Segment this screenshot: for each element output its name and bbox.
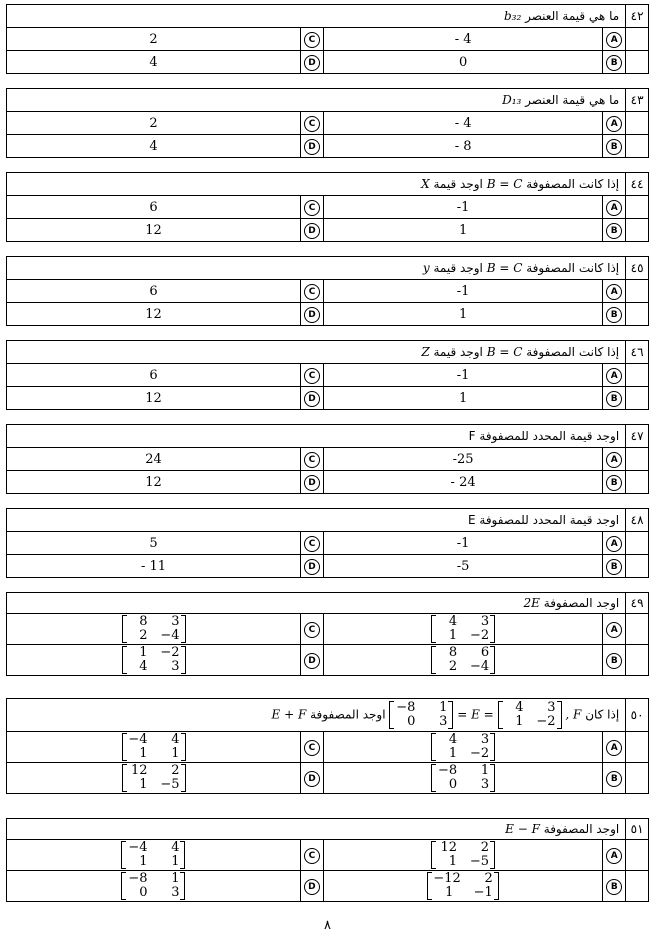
option-d-value: 4 — [7, 51, 301, 74]
option-d-marker[interactable]: D — [301, 303, 324, 326]
option-c-value — [7, 840, 301, 871]
option-c-value: 24 — [7, 448, 301, 471]
question-number: ٤٢ — [626, 5, 649, 28]
option-c-marker[interactable]: C — [301, 364, 324, 387]
option-b-value — [323, 871, 603, 902]
question-text: إذا كان E = 4 3 1 −2 , F = −8 1 0 3 اوجد المصفوفة E + F — [7, 699, 626, 732]
option-a-value: -25 — [323, 448, 602, 471]
matrix-e: 4 3 1 −2 — [498, 701, 562, 729]
option-c-value: 6 — [7, 196, 301, 219]
option-c-marker[interactable]: C — [301, 280, 324, 303]
option-a-marker[interactable]: A — [603, 196, 626, 219]
option-c-marker[interactable]: C — [300, 840, 323, 871]
question-43 — [6, 88, 649, 158]
option-b-marker[interactable]: B — [603, 219, 626, 242]
option-a-value — [323, 732, 602, 763]
option-b-marker[interactable]: B — [603, 871, 626, 902]
option-d-value: 12 — [7, 387, 301, 410]
option-d-value: 4 — [7, 135, 301, 158]
option-d-marker[interactable]: D — [301, 471, 324, 494]
option-c-value — [7, 732, 301, 763]
option-a-value: -1 — [323, 532, 602, 555]
option-a-marker[interactable]: A — [603, 614, 626, 645]
option-a-value: - 4 — [323, 28, 602, 51]
option-d-marker[interactable]: D — [301, 135, 324, 158]
option-d-value: 12 — [7, 471, 301, 494]
option-b-value: - 8 — [323, 135, 602, 158]
option-d-value — [7, 763, 301, 794]
option-a-value — [323, 840, 603, 871]
question-44 — [6, 172, 649, 242]
question-text: ما هي قيمة العنصر D₁₃ — [7, 89, 626, 112]
question-number: ٤٧ — [626, 425, 649, 448]
option-b-marker[interactable]: B — [603, 645, 626, 676]
question-number: ٤٦ — [626, 341, 649, 364]
matrix: 4 3 1 −2 — [431, 733, 495, 761]
question-number: ٤٨ — [626, 509, 649, 532]
option-b-value: 1 — [323, 387, 602, 410]
question-number: ٤٥ — [626, 257, 649, 280]
question-text: اوجد قيمة المحدد للمصفوفة F — [7, 425, 626, 448]
matrix: 12 2 1 −5 — [431, 841, 495, 869]
option-d-marker[interactable]: D — [301, 51, 324, 74]
question-number: ٥١ — [626, 819, 649, 840]
option-a-marker[interactable]: A — [603, 280, 626, 303]
option-b-value: -5 — [323, 555, 602, 578]
option-a-value — [323, 614, 602, 645]
question-50 — [6, 698, 649, 794]
question-number: ٤٩ — [626, 593, 649, 614]
option-a-marker[interactable]: A — [603, 532, 626, 555]
option-d-value: - 11 — [7, 555, 301, 578]
option-b-marker[interactable]: B — [603, 387, 626, 410]
option-a-marker[interactable]: A — [603, 840, 626, 871]
matrix-f: −8 1 0 3 — [389, 701, 453, 729]
option-c-marker[interactable]: C — [301, 532, 324, 555]
option-a-value: - 4 — [323, 112, 602, 135]
option-d-marker[interactable]: D — [301, 763, 324, 794]
option-b-marker[interactable]: B — [603, 555, 626, 578]
matrix: −8 1 0 3 — [431, 764, 495, 792]
option-c-value — [7, 614, 301, 645]
option-b-value: 1 — [323, 303, 602, 326]
matrix: −8 1 0 3 — [121, 872, 185, 900]
option-d-marker[interactable]: D — [301, 645, 324, 676]
option-d-marker[interactable]: D — [301, 387, 324, 410]
question-49 — [6, 592, 649, 676]
question-text: إذا كانت المصفوفة B = C اوجد قيمة X — [7, 173, 626, 196]
option-a-marker[interactable]: A — [603, 732, 626, 763]
option-d-marker[interactable]: D — [300, 871, 323, 902]
option-c-value: 2 — [7, 112, 301, 135]
option-b-marker[interactable]: B — [603, 135, 626, 158]
option-c-marker[interactable]: C — [301, 112, 324, 135]
question-text: اوجد المصفوفة E − F — [7, 819, 626, 840]
matrix: 8 6 2 −4 — [431, 646, 495, 674]
question-number: ٤٣ — [626, 89, 649, 112]
option-a-marker[interactable]: A — [603, 448, 626, 471]
option-d-value — [7, 645, 301, 676]
option-d-marker[interactable]: D — [301, 555, 324, 578]
option-b-value: 1 — [323, 219, 602, 242]
option-c-value: 2 — [7, 28, 301, 51]
page-number: ٨ — [324, 918, 331, 933]
option-b-marker[interactable]: B — [603, 51, 626, 74]
question-text: إذا كانت المصفوفة B = C اوجد قيمة Z — [7, 341, 626, 364]
option-a-value: -1 — [323, 196, 602, 219]
question-42 — [6, 4, 649, 74]
option-d-value: 12 — [7, 303, 301, 326]
matrix: 4 3 1 −2 — [431, 615, 495, 643]
option-a-value: -1 — [323, 364, 602, 387]
option-a-marker[interactable]: A — [603, 28, 626, 51]
option-a-marker[interactable]: A — [603, 364, 626, 387]
question-number: ٥٠ — [626, 699, 649, 732]
option-c-marker[interactable]: C — [301, 732, 324, 763]
option-b-marker[interactable]: B — [603, 303, 626, 326]
option-c-marker[interactable]: C — [301, 28, 324, 51]
option-d-value — [7, 871, 301, 902]
question-text: اوجد المصفوفة 2E — [7, 593, 626, 614]
question-text: ما هي قيمة العنصر b₃₂ — [7, 5, 626, 28]
option-b-value — [323, 645, 602, 676]
matrix: 8 3 2 −4 — [122, 615, 186, 643]
option-b-value: 0 — [323, 51, 602, 74]
option-c-value: 6 — [7, 280, 301, 303]
question-number: ٤٤ — [626, 173, 649, 196]
option-b-value — [323, 763, 602, 794]
option-c-marker[interactable]: C — [301, 614, 324, 645]
question-text: إذا كانت المصفوفة B = C اوجد قيمة y — [7, 257, 626, 280]
option-c-value: 6 — [7, 364, 301, 387]
option-d-value: 12 — [7, 219, 301, 242]
question-46 — [6, 340, 649, 410]
matrix: −4 4 1 1 — [121, 841, 185, 869]
question-text: اوجد قيمة المحدد للمصفوفة E — [7, 509, 626, 532]
option-b-marker[interactable]: B — [603, 763, 626, 794]
question-48 — [6, 508, 649, 578]
option-b-marker[interactable]: B — [603, 471, 626, 494]
question-51 — [6, 818, 649, 902]
option-a-marker[interactable]: A — [603, 112, 626, 135]
option-a-value: -1 — [323, 280, 602, 303]
matrix: 12 2 1 −5 — [122, 764, 186, 792]
matrix: 1 −2 4 3 — [122, 646, 186, 674]
matrix: −4 4 1 1 — [122, 733, 186, 761]
option-c-marker[interactable]: C — [301, 448, 324, 471]
matrix: −12 2 1 −1 — [427, 872, 498, 900]
question-47 — [6, 424, 649, 494]
option-c-marker[interactable]: C — [301, 196, 324, 219]
option-c-value: 5 — [7, 532, 301, 555]
option-d-marker[interactable]: D — [301, 219, 324, 242]
question-45 — [6, 256, 649, 326]
option-b-value: - 24 — [323, 471, 602, 494]
